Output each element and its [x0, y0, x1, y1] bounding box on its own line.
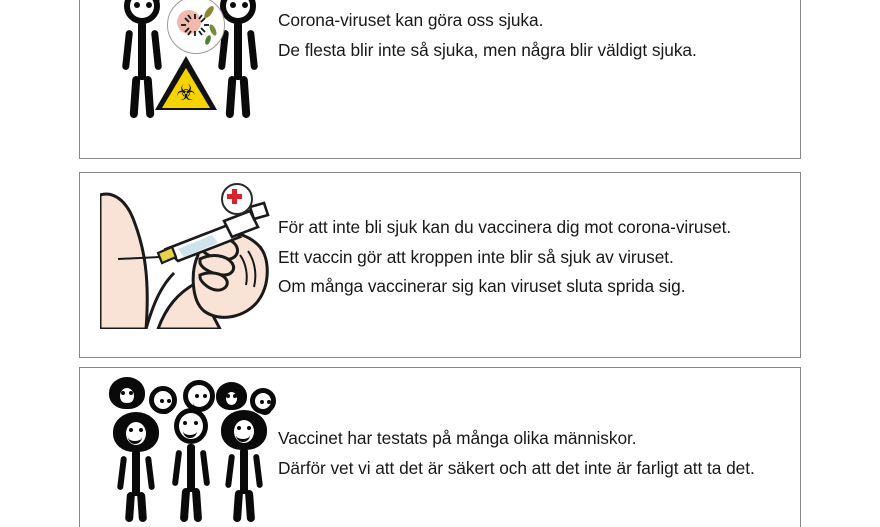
leg-right — [144, 76, 155, 118]
eye-right — [267, 400, 271, 404]
info-panel-3 — [79, 367, 801, 527]
eye-right — [167, 399, 171, 403]
arm-right — [145, 456, 155, 490]
leg-right — [245, 490, 255, 522]
leg-left — [233, 490, 243, 522]
eye-right — [247, 426, 251, 430]
eye-left — [183, 421, 187, 425]
front-figure-3 — [215, 412, 273, 522]
red-cross-medical-badge-icon — [221, 183, 253, 215]
panel-2-line-2: Ett vaccin gör att kroppen inte blir så sjuk av viruset. — [278, 246, 674, 267]
panel-1-line-1: Corona-viruset kan göra oss sjuka. — [278, 10, 544, 30]
leg-right — [137, 492, 147, 522]
eye-left — [134, 2, 140, 8]
arm-right — [247, 30, 258, 71]
leg-left — [226, 76, 237, 118]
eye-right — [203, 394, 207, 398]
torso — [132, 450, 140, 496]
info-panel-1 — [79, 0, 801, 159]
arm-left — [172, 450, 182, 486]
biohazard-warning-sign-icon — [155, 56, 217, 110]
front-figure-2 — [161, 408, 219, 522]
eye-left — [230, 2, 236, 8]
biohazard-glyph: ☣ — [176, 80, 196, 105]
leg-left — [180, 488, 190, 522]
face — [174, 408, 208, 444]
arm-right — [253, 454, 263, 488]
torso — [187, 444, 195, 492]
eye-left — [129, 428, 133, 432]
panel-2-text — [278, 213, 731, 302]
head — [124, 0, 160, 24]
leg-right — [240, 76, 251, 118]
arm-left — [122, 30, 133, 71]
torso — [240, 448, 248, 494]
torso — [138, 22, 146, 80]
back-head-5 — [250, 388, 276, 414]
front-figure-1 — [107, 414, 165, 522]
vaccination-injection-pictogram — [100, 181, 270, 329]
eye-right — [139, 428, 143, 432]
arm-left — [117, 456, 127, 490]
leg-right — [192, 488, 202, 522]
head — [220, 0, 256, 24]
panel-3-text — [278, 424, 755, 483]
eye-left — [237, 426, 241, 430]
group-of-people-pictogram — [105, 378, 265, 518]
eye-left — [121, 391, 125, 395]
virus-transmission-pictogram — [110, 0, 270, 138]
panel-3-line-1: Vaccinet har testats på många olika människor. — [278, 428, 637, 448]
upper-arm — [100, 194, 147, 329]
panel-2-line-3: Om många vaccinerar sig kan viruset sluta sprida sig. — [278, 276, 686, 296]
info-panel-2 — [79, 172, 801, 358]
arm-right — [200, 450, 210, 486]
panel-1-text — [278, 6, 697, 65]
leg-left — [125, 492, 135, 522]
eye-right — [194, 421, 198, 425]
virus-spikes — [168, 0, 224, 53]
cross-horizontal — [227, 194, 242, 199]
eye-right — [242, 2, 248, 8]
panel-2-line-1: För att inte bli sjuk kan du vaccinera dig mot corona-viruset. — [278, 217, 732, 237]
eye-right — [129, 391, 133, 395]
arm-left — [225, 454, 235, 488]
leg-left — [130, 76, 141, 118]
eye-left — [260, 400, 264, 404]
torso — [234, 22, 242, 80]
eye-right — [146, 2, 152, 8]
eye-left — [160, 399, 164, 403]
panel-3-line-2: Därför vet vi att det är säkert och att det inte är farligt att ta det. — [278, 457, 755, 478]
panel-1-line-2: De flesta blir inte så sjuka, men några blir väldigt sjuka. — [278, 39, 697, 60]
virus-circle-icon — [167, 0, 225, 54]
eye-left — [195, 394, 199, 398]
back-head-1 — [111, 380, 143, 412]
